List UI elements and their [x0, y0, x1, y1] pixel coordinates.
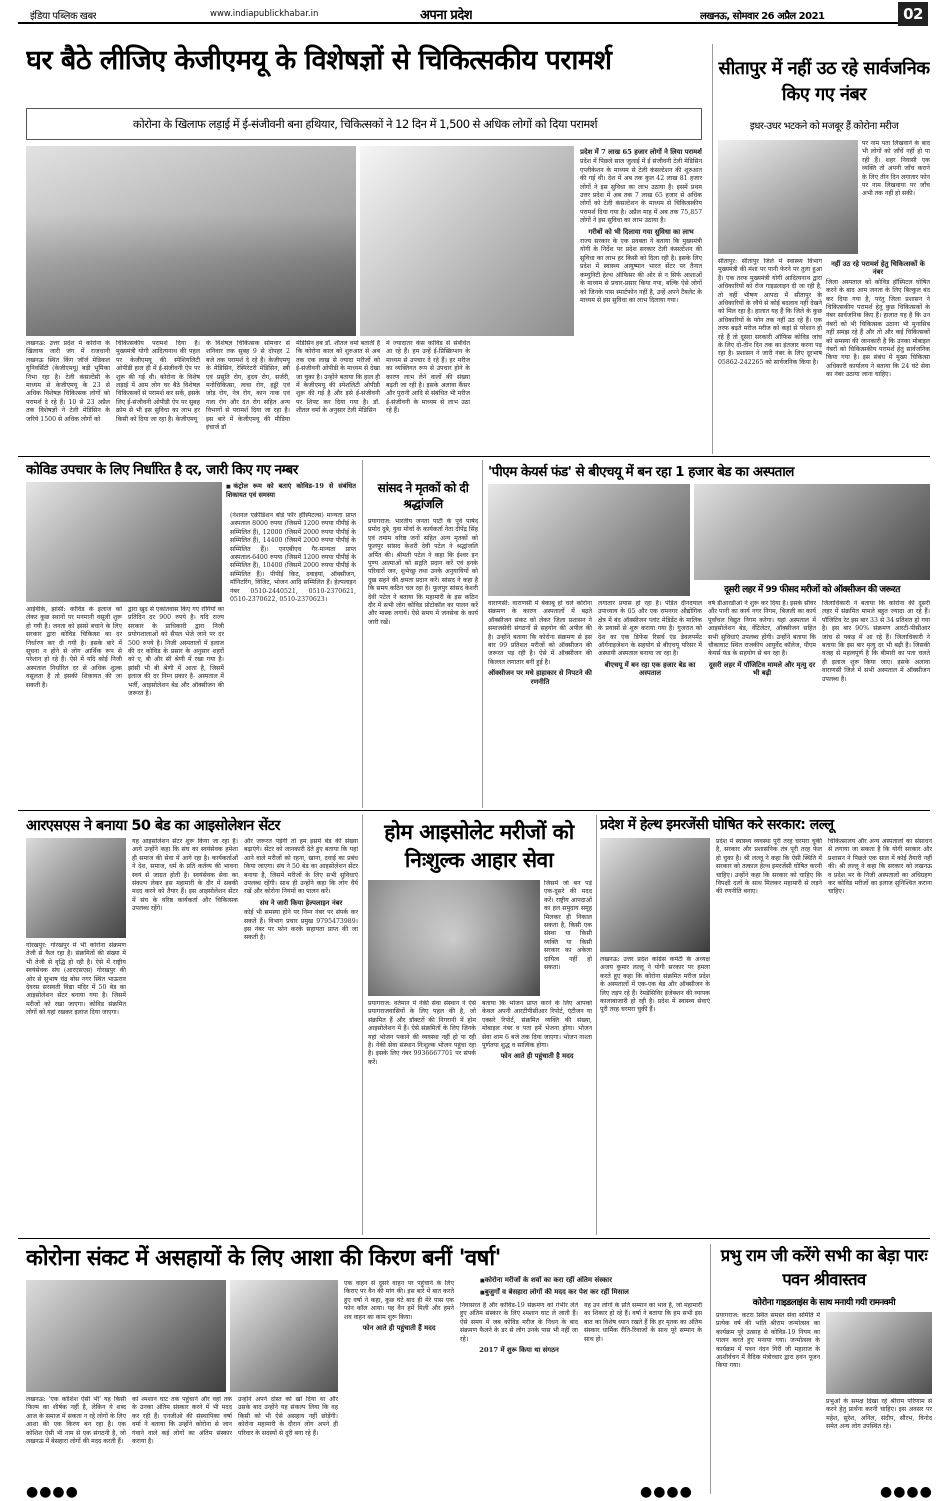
story-end-marker: ●●●●	[26, 1484, 79, 1500]
varsha-bullet-1: ■ कोरोना मरीजों के शवों का करा रहीं अंतिम संस्कार	[480, 1276, 710, 1286]
kgmu-subhead-box	[26, 108, 702, 140]
ram-headline: प्रभु राम जी करेंगे सभी का बेड़ा पारः पवन श्रीवास्तव	[720, 1246, 928, 1289]
kgmu-col2: चिकित्सकीय परामर्श दिया है। मुख्यमंत्री योगी आदित्यनाथ की पहल पर केजीएमयू की स्पेशियलिटी ओपीडी हाल ही में ई-संजीवनी ऐप पर शुरू की गई थी। कोरोना के विशेष लड़ाई में आम लोग घर बैठे विशेषज्ञ चिकित्सकों से परामर्श कर सकें, इसके लिए ई-संजीवनी ओपीडी ऐप पर सुबह क्रोम से भी इस सुविधा का लाभ हर किसी को दिया जा रहा है। केजीएमयू	[116, 340, 200, 423]
story-end-marker: ●●●●	[640, 1484, 693, 1500]
lallu-headline: प्रदेश में हेल्थ इमरजेंसी घोषित करे सरकार: लल्लू	[600, 817, 834, 833]
sitapur-photo	[718, 140, 858, 254]
covid-rates-col3: (नेशनल एक्रीडिशन बोर्ड फॉर हॉस्पिटल्स) मान्यता प्राप्त अस्पताल 8000 रुपया (जिसमें 1200 रुपया पीपीई के सम्मिलित हैं), 12000 (जिसमें 2000 रुपया पीपीई के सम्मिलित हैं), 14400 (जिसमें 2000 रुपया पीपीई के सम्मिलित हैं)। एनएबीएच गैर-मान्यता प्राप्त अस्पताल-6400 रुपया (जिसमें 1200 रुपया पीपीई के सम्मिलित हैं), 10400 (जिसमें 2000 रुपया पीपीई के सम्मिलित हैं)। पीपीई किट, दवाइयां, ऑक्सीजन, मॉनिटरिंग, विजिट, भोजन आदि सम्मिलित हैं। हेल्पलाइन नंबर 0510-2440521, 0510-2370621, 0510-2370622, 0510-2370623।	[230, 512, 356, 604]
kgmu-col6-subhead2: गरीबों को भी दिलाया गया सुविधा का लाभ	[588, 227, 694, 236]
bhu-col1-subhead: ऑक्सीजन पर मचे हाहाकार से निपटने की रणनीति	[488, 669, 592, 686]
varsha-col2: को श्मशान घाट तक पहुंचाने और वहां तक के उनका अंतिम संस्कार करने में भी मदद कर रही हैं। एनजीओ की संस्थापिका वर्षा वर्मा ने बताया कि उन्होंने कोरोना से जान गंवाने वाले कई लोगों का अंतिम संस्कार कराया है।	[132, 1396, 232, 1446]
bhu-col2-subhead: बीएचयू में बन रहा एक हजार बेड का अस्पताल	[604, 660, 696, 678]
divider	[362, 460, 363, 808]
ram-col1: प्रयागराज: कटरा स्थित समस्त सेवा समिति में प्रत्येक वर्ष की भांति श्रीराम जन्मोत्सव का कार्यक्रम पूरे उत्साह से कोविड-19 नियम का पालन करते हुए मनाया गया। जन्मोत्सव के कार्यक्रम में पवन नंदन गिरी जी महाराज के आशीर्वचन में वैदिक मंत्रोच्चार द्वारा हवन पूजन किया गया।	[716, 1312, 820, 1370]
covid-rates-headline: कोविड उपचार के लिए निर्धारित है दर, जारी किए गए नम्बर	[26, 462, 298, 478]
kgmu-col6-text2: राज्य सरकार के एक प्रवक्ता ने बताया कि मुख्यमंत्री योगी के निर्देश पर प्रदेश सरकार टेली कंसल्टेशन की सुविधा का लाभ हर किसी को दिला रही है। इसके लिए प्रदेश में स्वास्थ्य आयुष्मान भारत सेंटर पर तैनात कम्युनिटी हेल्थ ऑफिसर की ओर से न सिर्फ आशाओं के माध्यम से प्रचार-प्रसार किया गया, बल्कि ऐसे लोगों को जिनके पास स्मार्टफोन नहीं है, उन्हें अपने टैबलेट के माध्यम से इस सुविधा का लाभ दिलाया गया।	[580, 238, 702, 304]
food-headline: होम आइसोलेट मरीजों को निःशुल्क आहार सेवा	[384, 820, 574, 872]
kgmu-col6	[580, 146, 702, 451]
covid-rates-bullet: ■ कंट्रोल रूम को बताएं कोविड-19 से संबंधित शिकायत एवं समस्या	[226, 482, 356, 508]
divider	[710, 1244, 711, 1494]
lallu-col2: प्रदेश में स्वास्थ्य व्यवस्था पूरी तरह चरमरा चुकी है, सरकार और प्रशासनिक तंत्र पूरी तरह फेल हो चुका है। श्री लल्लू ने कहा कि ऐसी स्थिति में सरकार को तत्काल हेल्थ इमरजेंसी घोषित करनी चाहिए। उन्होंने कहा कि सरकार को चाहिए कि विपक्षी दलों के साथ मिलकर महामारी से लड़ने की रणनीति बनाए।	[716, 838, 822, 896]
kgmu-subhead: कोरोना के खिलाफ लड़ाई में ई-संजीवनी बना हथियार, चिकित्सकों ने 12 दिन में 1,500 से अधिक लोगों को दिया परामर्श	[132, 117, 598, 131]
varsha-col6: यह उन लोगों के प्रति सम्मान का भाव है, जो महामारी का शिकार हो रहे हैं। वर्षा ने बताया कि हम सभी इस बात का विशेष ध्यान रखते हैं कि हर मृतक का अंतिम संस्कार धार्मिक रीति-रिवाजों के साथ पूरे सम्मान के साथ हो।	[584, 1302, 702, 1343]
bhu-col1-text: वाराणसी: वाराणसी में बेकाबू हो चले कोरोना संक्रमण के कारण अस्पतालों में बढ़ते ऑक्सीजन संकट को लेकर जिला प्रशासन ने समाजसेवी संगठनों से सहयोग की अपील की है। उन्होंने बताया कि कोरोना संक्रमण से इस बार 99 प्रतिशत मरीजों को ऑक्सीजन की जरूरत पड़ रही है। ऐसे में ऑक्सीजन की किल्लत लगातार बनी हुई है।	[488, 600, 592, 666]
kgmu-headline: घर बैठे लीजिए केजीएमयू के विशेषज्ञों से चिकित्सकीय परामर्श	[26, 45, 612, 76]
divider	[596, 815, 597, 1235]
varsha-headline: कोरोना संकट में असहायों के लिए आशा की किरण बनीं 'वर्षा'	[26, 1246, 501, 1271]
ppe-workers-photo	[26, 1280, 226, 1392]
rss-col3	[244, 838, 358, 1234]
food-col2-subhead: फोन आते ही पहुंचाती है मदद	[500, 1052, 574, 1061]
page-number: 02	[898, 2, 928, 26]
bhu-headline: 'पीएम केयर्स फंड' से बीएचयू में बन रहा 1 हजार बेड का अस्पताल	[488, 464, 794, 480]
sitapur-col2-subhead: नहीं उठ रहे परामर्श हेतु चिकित्सकों के नंबर	[831, 260, 925, 277]
rss-col3-text: और जरूरत पड़ेगी तो हम इसमें बेड की संख्या बढ़ाएंगे। सेंटर को जानकारी देते हुए बताया कि यहां आने वाले मरीजों को रहना, खाना, दवाई का प्रबंध किया जाएगा। संघ ने 50 बेड का आइसोलेशन सेंटर बनाया है, जिसमें मरीजों के लिए सभी सुविधाएं उपलब्ध रहेंगी। साथ ही उन्होंने कहा कि लोग धैर्य रखें और कोरोना नियमों का पालन करें।	[244, 838, 358, 896]
kgmu-col5: में ज्यादातर केस कोविड से संबंधित आ रहे हैं। हम उन्हें ई-प्रिस्क्रिप्शन के माध्यम से उपचार दे रहे हैं। हर मरीज का व्यक्तिगत रूप से उपचार होने के कारण लाभ लेने वालों की संख्या बढ़ती जा रही है। इसके अलावा कैंसर और पुरानी आदि से संबंधित भी मरीज ई-संजीवनी के माध्यम से लाभ उठा रहे हैं।	[386, 340, 470, 415]
meeting-photo	[694, 484, 930, 580]
divider	[18, 456, 930, 457]
varsha-col5	[460, 1302, 578, 1484]
kgmu-col6-text1: प्रदेश में पिछले साल जुलाई में ई संजीवनी टेली मेडिसिन एप्लीकेशन के माध्यम से टेली कंसल्टेशन की शुरुआत की गई थी। देश में अब तक कुल 42 लाख 81 हजार लोगों ने इस सुविधा का लाभ उठाया है। इसमें प्रथम उत्तर प्रदेश में अब तक 7 लाख 65 हजार से अधिक लोगों को टेली कंसल्टेशन के माध्यम से चिकित्सकीय परामर्श दिया गया है। अप्रैल माह में अब तक 75,857 लोगों ने इस सुविधा का लाभ उठाया है।	[580, 158, 702, 225]
ram-col3: प्रभुओं के समक्ष दिखा रहे श्रीराम परिणाम से करने हेतु प्रार्थना करनी चाहिए। इस अवसर पर महेश, सुरेश, अनिल, संदीप, सौरभ, विनोद समेत अन्य लोग उपस्थित रहे।	[826, 1398, 932, 1431]
tribute-headline: सांसद ने मृतकों को दी श्रद्धांजलि	[377, 481, 469, 511]
rss-col3-subhead: संघ ने जारी किया हेल्पलाइन नंबर	[259, 898, 343, 907]
isolation-centre-photo	[26, 838, 126, 938]
divider	[18, 1238, 930, 1239]
varsha-col4-subhead: फोन आते ही पहुंचाती हैं मदद	[362, 1324, 436, 1333]
bhu-col3	[708, 600, 816, 806]
kgmu-building-photo	[26, 146, 356, 336]
bhu-col2-text: लगातार प्रयास हो रहा है। पंडित दीनदयाल उपाध्याय के 05 और एक रामनगर औद्योगिक क्षेत्र में बंद ऑक्सीजन प्लांट मेडिडेंट के मालिक के प्रयासों से शुरू कराया गया है। गुजरात को देश का एक डिफेंस रिसर्च एंड डेवलपमेंट ऑर्गनाइजेशन के सहयोग से बीएचयू परिसर में अस्थायी अस्पताल बनाया जा रहा है।	[598, 600, 702, 658]
lallu-photo	[600, 838, 710, 952]
tribute-body: प्रयागराज: भारतीय जनता पार्टी के पूर्व पार्षद प्रमोद दुबे, युवा मोर्चा के कार्यकर्ता नेता दीपेंद्र सिंह एवं तमाम वरिष्ठ जनों सहित अन्य मृतकों को फूलपुर सांसद केशरी देवी पटेल ने श्रद्धांजलि अर्पित की। श्रीमती पटेल ने कहा कि ईश्वर इन पुण्य आत्माओं को सद्गति प्रदान करें एवं इनके परिवारों जन, शुभेच्छु तथा उनके अनुयायियों को दुख सहने की क्षमता प्रदान करें। सांसद ने कहा है कि समय कठिन चल रहा है। फूलपुर सांसद केशरी देवी पटेल ने बताया कि महामारी के इस कठिन दौर में सभी लोग कोविड प्रोटोकॉल का पालन करें और मास्क लगायें। ऐसे समय में जनसेवा के कार्य जारी रखें।	[368, 518, 478, 626]
bhu-col3-subhead: दूसरी लहर में पॉजिटिव मामले और मृत्यु दर भी बढ़ी	[708, 660, 816, 678]
sitapur-col2	[826, 258, 930, 453]
ram-photo	[826, 1312, 932, 1394]
placard-photo	[230, 1280, 338, 1392]
bhu-photo-caption: दूसरी लहर में 99 फीसद मरीजों को ऑक्सीजन की जरूरत	[724, 585, 900, 595]
bhu-col3-text: वर्ष डीआरडीओ ने शुरू कर दिया है। इसके सीवर और पानी का कार्य नगर निगम, बिजली का कार्य पूर्वांचल विद्युत निगम करेगा। यहां अस्पताल में आइसोलेशन बेड, वेंटिलेटर, ऑक्सीजन सहित सभी सुविधाएं उपलब्ध होंगी। उन्होंने बताया कि चौकाघाट स्थित राजकीय आयुर्वेद कॉलेज, पीएम केयर्स फंड के सहयोग से बन रहा है।	[708, 600, 816, 658]
sitapur-col1: सीतापुर: सीतापुर जिले में स्वास्थ्य विभाग मुख्यमंत्री की मंशा पर पानी फेरने पर तुला हुआ है। एक तरफ मुख्यमंत्री योगी आदित्यनाथ द्वारा अधिकारियों को रोज गाइडलाइन दी जा रही है, तो वहीं भीषण आपदा में सीतापुर के अधिकारियों के रवैये से कोई बदलाव नहीं देखने को मिल रहा है। हालात यह हैं कि जिले के कुछ अधिकारियों के फोन तक नहीं उठ रहे हैं। एक तरफ बढ़ते मरीज मरीज को कहां से परेशान हो रहे हैं तो दूसरा सरकारी ऑफिस कोविड जांच के लिए दो-तीन दिन तक का इंतजार करना पड़ रहा है। प्रशासन ने जारी नंबर के लिए दूरभाष 05862-242265 को सार्वजनिक किया है।	[718, 258, 822, 366]
divider	[18, 810, 930, 811]
rss-col2: यह आइसोलेशन सेंटर शुरू किया जा रहा है। आगे उन्होंने कहा कि संघ का स्वयंसेवक हमेशा ही समाज की सेवा में आगे रहा है। कार्यकर्ताओं ने देश, समाज, धर्म के प्रति कर्तव्य की भावना स्वयं से जाग्रत होती है। स्वयंसेवक सेवा का संकल्प लेकर इस महामारी के दौर में सबकी मदद करने को तैयार हैं। इस आइसोलेशन सेंटर में संघ के वरिष्ठ कार्यकर्ता और चिकित्सक उपलब्ध रहेंगे।	[132, 838, 238, 913]
varsha-bullet-2: ■ बुजुर्गों व बेसहारा लोगों की मदद कर पेश कर रहीं मिसाल	[480, 1288, 710, 1298]
masthead-section: अपना प्रदेश	[420, 8, 473, 23]
food-right: जिसमें जो बन पड़े एक-दूसरे की मदद करें। राष्ट्रीय आपदाओं का हल समुदाय समूह मिलकर ही निकाल सकता है, किसी एक संस्था या किसी व्यक्ति या किसी सरकार का अकेला दायित्व नहीं हो सकता।	[544, 880, 592, 972]
lallu-col3: चिकित्सालय और अन्य अस्पतालों का संसाधन से लगाया जा सकता है कि योगी सरकार और प्रशासन ने पिछले एक साल में कोई तैयारी नहीं की। श्री लल्लू ने कहा कि सरकार को लखनऊ व प्रदेश भर के निजी अस्पतालों का अधिग्रहण कर कोविड मरीजों का इलाज सुनिश्चित कराना चाहिए।	[828, 838, 932, 896]
divider	[362, 815, 363, 1235]
covid-rates-col1: आईवीके, झांसी: कोविड के इलाज को लेकर कुछ स्थानों पर मनमानी वसूली शुरू हो गयी है। जनता को इससे बचाने के लिए सरकार द्वारा कोविड चिकित्सा का दर निर्धारण कर दी गयी है। इसके बारे में सूचना न होने से लोग आर्थिक रूप से परेशान हो रहे हैं। ऐसे में यदि कोई निजी अस्पताल निर्धारित दर से अधिक शुल्क वसूलता है तो इसकी शिकायत की जा सकती है।	[26, 606, 122, 689]
ram-subhead: कोरोना गाइडलाइंस के साथ मनायी गयी रामनवमी	[752, 1298, 896, 1308]
covid-rates-col2: द्वारा खुद से एकांतवास किए गए रोगियों का प्रतिदिन दर 900 रुपये है। यदि राज्य सरकार के प्राधिकारी द्वारा निजी प्रयोगशालाओं को सैंपल भेजे जाने पर दर 500 रुपये है। निजी अस्पतालों में इलाज की दर कोविड के प्रसार के अनुसार शहरों को ए, बी और सी श्रेणी में रखा गया है। झांसी भी बी श्रेणी में आता है, जिसमें इलाज की दर निम्न प्रकार है- अस्पताल में भर्ती, आइसोलेशन बेड और ऑक्सीजन की जरूरत है।	[128, 606, 224, 698]
divider	[482, 460, 483, 808]
sitapur-col2-text: जिला अस्पताल को कोविड हॉस्पिटल घोषित करने के बाद आम जनता के लिए बिल्कुल बंद कर दिया गया है, परंतु जिला प्रशासन ने चिकित्सकीय परामर्श हेतु कुछ चिकित्सकों के नंबर सार्वजनिक किए हैं। हालात यह है कि उन नंबरों को भी चिकित्सक उठाना भी मुनासिब नहीं समझ रहे हैं और तो और कई चिकित्सकों को समस्या की जानकारी है कि उनका मोबाइल नंबरों को चिकित्सकीय परामर्श हेतु सार्वजनिक किया गया है। इस संबंध में मुख्य चिकित्सा अधिकारी कार्यालय ने बताया कि 24 घंटे सेवा का नंबर उठाया जाना चाहिए।	[826, 278, 930, 379]
varsha-col3: उन्होंने अपने दोस्त को खो दिया था और उसके बाद उन्होंने यह संकल्प लिया कि वह किसी को भी ऐसे असहाय नहीं छोड़ेंगी। कोरोना महामारी के दौरान लोग अपने ही परिवार के सदस्यों से दूरी बना रहे हैं।	[238, 1396, 338, 1437]
kgmu-col1: लखनऊ: उत्तर प्रदेश में कोरोना के खिलाफ जारी जंग में राजधानी लखनऊ स्थित किंग जॉर्ज मेडिकल यूनिवर्सिटी (केजीएमयू) बड़ी भूमिका निभा रहा है। टेली कंसल्टेंसी के माध्यम से केजीएमयू के 23 से अधिक विशेषज्ञ चिकित्सक लोगों को परामर्श दे रहे हैं। 10 से 23 अप्रैल तक विशेषज्ञों ने टेली मेडिसिन के जरिये 1500 से अधिक लोगों को	[26, 340, 110, 423]
bhu-col2	[598, 600, 702, 806]
rss-headline: आरएसएस ने बनाया 50 बेड का आइसोलेशन सेंटर	[26, 818, 280, 834]
masthead-url[interactable]: www.indiapublickhabar.in	[210, 9, 319, 19]
varsha-col1: लखनऊ: 'एक कोशिश ऐसी भी' यह किसी फिल्म का शीर्षक नहीं है, लेकिन ये शब्द आज के समाज में सकता न रहे लोगों के लिए आशा की एक किरण बन रहा है। एक कोशिश ऐसी भी नाम से एक संगठनी है, जो लखनऊ में बेसहारा लोगों की मदद करती हैं।	[26, 1396, 126, 1446]
divider	[712, 44, 713, 454]
varsha-col4	[344, 1280, 454, 1484]
stethoscope-photo	[360, 146, 574, 336]
masthead	[0, 0, 945, 42]
bhu-col4: जिलाधिकारी ने बताया कि कोरोना की दूसरी लहर में संक्रमित मामले बहुत ज्यादा आ रहे हैं। पॉजिटिव रेट इस बार 33 से 34 प्रतिशत हो गया है। इस बार 90% संक्रमण आरटी-पीसीआर जांच से पकड़ में आ रहे हैं। जिलाधिकारी ने बताया कि इस बार मृत्यु दर भी बढ़ी है। जिसकी वजह से महत्वपूर्ण है कि बीमारी का पता चलते ही इलाज शुरू किया जाए। इसके अलावा वाराणसी जिले में सभी अस्पताल में ऑक्सीजन उपलब्ध है।	[822, 600, 930, 683]
thali-photo	[368, 880, 540, 996]
varsha-col5-subhead: 2017 में शुरू किया था संगठन	[479, 1346, 559, 1355]
varsha-col5-text: निवासरत हैं और कोविड-19 संक्रमण को गंभीर लेते हुए अंतिम संस्कार के लिए श्मशान घाट ले जाती हैं। ऐसे समय में जब कोविड मरीज के निधन के बाद संक्रमण फैलने के डर से लोग उनके पास भी नहीं जा रहे।	[460, 1302, 578, 1343]
masthead-paper-name: इंडिया पब्लिक खबर	[30, 11, 97, 22]
rss-col3-helpline: कोई भी समस्या होने पर निम्न नंबर पर संपर्क कर सकते हैं। विभाग प्रचार प्रमुख 9795473989। इस नंबर पर फोन करके सहायता प्राप्त की जा सकती है।	[244, 909, 358, 942]
food-col2-text: बताया कि भोजन प्राप्त करने के लिए आपको केवल अपनी आरटीपीसीआर रिपोर्ट, एंटीजन या एक्सरे रिपोर्ट, संक्रमित व्यक्ति की संख्या, मोबाइल नंबर व पता हमें भेजना होगा। भोजन सेवा शाम 6 बजे तक दिया जाएगा। भोजन नाश्ता पूर्णतया शुद्ध व सात्विक होगा।	[482, 1000, 592, 1050]
kgmu-col4: मेडिसिन हब डॉ. शीतल वर्मा बताती हैं कि कोरोना काल को शुरुआत से अब तक एक लाख से ज्यादा मरीजों को ई-संजीवनी ओपीडी के माध्यम से देखा जा चुका है। उन्होंने बताया कि हाल ही में केजीएमयू की स्पेशलिटी ओपीडी शुरू की गई है और इसे ई-संजीवनी पर शिफ्ट कर दिया गया है। डॉ. शीतल वर्मा के अनुसार टेली मेडिसिन	[296, 340, 380, 415]
varsha-col4-text: एक वाहन से दूसरे वाहन पर पहुंचाने के लिए किराए पर वैन की मांग की। इस बारे में बात करते हुए वर्षा ने कहा, कुछ घंटे बाद ही मेरे पास एक फोन कॉल आया। यह वैन हमें मिली और हमने शव वाहन का काम शुरू किया।	[344, 1280, 454, 1321]
lallu-col1: लखनऊ: उत्तर प्रदेश कांग्रेस कमेटी के अध्यक्ष अजय कुमार लल्लू ने योगी सरकार पर हमला करते हुए कहा कि कोरोना संक्रमित मरीज प्रदेश के अस्पतालों में एक-एक बेड और ऑक्सीजन के लिए तड़प रहे हैं। रेमडेसिविर इंजेक्शन की व्यापक कालाबाजारी हो रही है। प्रदेश में स्वास्थ्य सेवाएं पूरी तरह चरमरा चुकी हैं।	[600, 956, 710, 1014]
story-end-marker: ●●●●	[880, 1484, 933, 1500]
sitapur-side: पर नाम पता लिखवाने के बाद भी लोगों को जाँचें नहीं हो पा रही हैं। शहर निवासी एक व्यक्ति तो अपनी जाँच कराने के लिए तीन दिन लगातार फोन पर नाम लिखवाया पर जाँच अभी तक नहीं हो सकी।	[862, 140, 930, 198]
kgmu-col6-subhead1: प्रदेश में 7 लाख 65 हजार लोगों ने लिया परामर्श	[580, 148, 702, 156]
food-col1: प्रयागराज: वर्तमान में नेकी सेवा संस्थान ने ऐसे प्रयागराजवासियों के लिए पहल की है, जो संक्रमित हैं और डॉक्टरों की निगरानी में होम आइसोलेशन में हैं। ऐसे संक्रमितों के लिए जिनके यहां भोजन पकाने की व्यवस्था नहीं हो पा रही है। नेकी सेवा संस्थान निःशुल्क भोजन पहुंचा रहा है। इसके लिए नंबर 9936667701 पर संपर्क करें।	[368, 1000, 476, 1066]
kgmu-col3: के विशेषज्ञ चिकित्सक सोमवार से शनिवार तक सुबह 9 से दोपहर 2 बजे तक परामर्श दे रहे हैं। केजीएमयू के मेडिसिन, रेस्पिरेटरी मेडिसिन, स्त्री एवं प्रसूति रोग, हृदय रोग, सर्जरी, मनोचिकित्सा, त्वचा रोग, हड्डी एवं जोड़ रोग, नेत्र रोग, कान नाक एवं गला रोग और दंत रोग सहित अन्य विभागों से परामर्श दिया जा रहा है। इस बारे में केजीएमयू की मीडिया इंचार्ज डॉ	[206, 340, 290, 432]
sitapur-subhead: इधर-उधर भटकने को मजबूर हैं कोरोना मरीज	[749, 121, 899, 132]
bhu-col1	[488, 600, 592, 806]
officer-photo	[26, 482, 222, 602]
pm-photo	[488, 484, 690, 596]
rss-col1: गोरखपुर: गोरखपुर में भी कोरोना संक्रमण तेजी से फैल रहा है। संक्रमितों की संख्या में भी तेजी से वृद्धि हो रही है। ऐसे में राष्ट्रीय स्वयंसेवक संघ (आरएसएस) गोरखपुर की ओर से सुभाष चंद्र बोस नगर स्थित भाऊराव देवरस सरस्वती विद्या मंदिर में 50 बेड का आइसोलेशन सेंटर बनाया गया है। जिसमें मरीजों को रखा जाएगा। कोविड संक्रमित लोगों को यहां रखकर इलाज दिया जाएगा।	[26, 942, 126, 1017]
masthead-date: लखनऊ, सोमवार 26 अप्रैल 2021	[700, 11, 825, 22]
sitapur-headline: सीतापुर में नहीं उठ रहे सार्वजनिक किए गए नंबर	[718, 58, 930, 105]
food-col2	[482, 1000, 592, 1234]
